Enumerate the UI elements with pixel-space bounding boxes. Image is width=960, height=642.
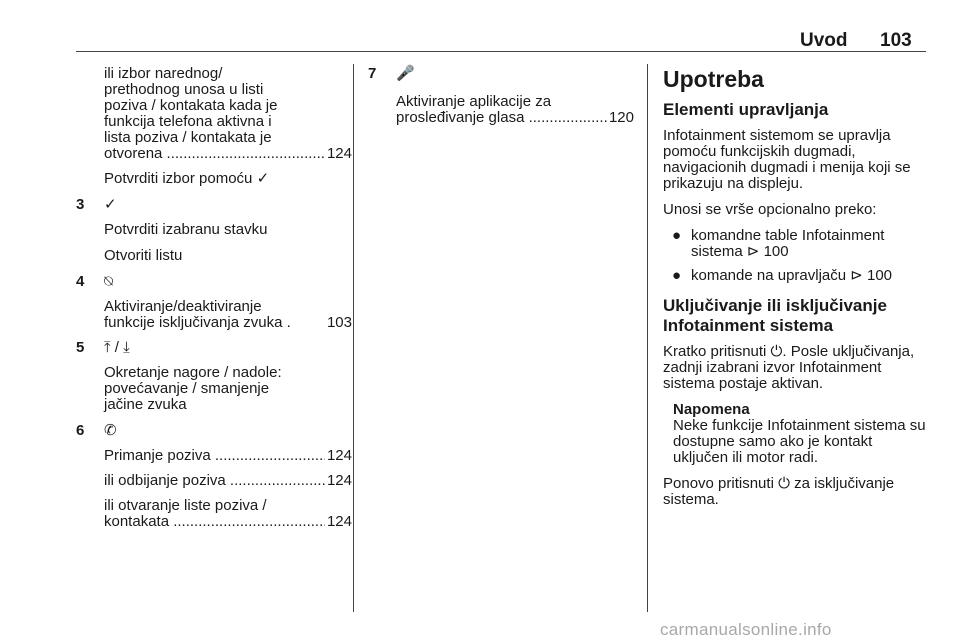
section-title: Uvod (800, 30, 848, 51)
column-2: 7 🎤 Aktiviranje aplikacije za prosleđivanje glasa ..... 120 (368, 66, 634, 135)
volume-up-down-icon: ⤒ / ⤓ (104, 339, 130, 356)
page-ref: 103 (326, 314, 352, 331)
item-6: 6 ✆ (76, 422, 117, 439)
column-divider-2 (647, 64, 648, 612)
page-ref: 120 (608, 109, 634, 126)
column-divider-1 (353, 64, 354, 612)
item-7: 7 🎤 (368, 65, 415, 82)
heading-upotreba: Upotreba (663, 66, 764, 92)
heading-ukljucivanje: Uključivanje ili isključivanje Infotainment sistema (663, 296, 887, 335)
list-item: ● komandne table Infotainment sistema ⊳ 100 (672, 227, 885, 260)
confirm-selection-text: Potvrditi izbor pomoću ✓ (104, 170, 270, 187)
item-5: 5 ⤒ / ⤓ (76, 339, 130, 356)
paragraph: Unosi se vrše opcionalno preko: (663, 201, 877, 218)
toc-row: kontakata ..... 124 (104, 514, 352, 530)
watermark: carmanualsonline.info (660, 620, 832, 639)
toc-row: ili odbijanje poziva ..... 124 (104, 473, 352, 489)
toc-row: otvorena ..... 124 (104, 146, 352, 162)
page-number: 103 (880, 30, 912, 51)
phone-icon: ✆ (104, 422, 117, 439)
checkmark-icon: ✓ (104, 196, 117, 213)
item-4: 4 ⍉ (76, 273, 114, 290)
page-ref: 124 (326, 513, 352, 530)
note-box (673, 402, 928, 466)
paragraph: Infotainment sistemom se upravlja pomoću funkcijskih dugmadi, navigacionih dugmadi i menija koji se prikazuju na displeju. (663, 127, 911, 192)
mute-icon: ⍉ (104, 273, 114, 290)
toc-row: Primanje poziva ..... 124 (104, 448, 352, 464)
header-rule (76, 51, 926, 52)
intro-text: ili izbor narednog/ prethodnog unosa u listi poziva / kontakata kada je funkcija telefona aktivna i lista poziva / kontakata je (104, 65, 278, 146)
column-1: ili izbor narednog/ prethodnog unosa u listi poziva / kontakata kada je funkcija telefona aktivna i lista poziva / kontakata je otvorena ..... 124 Potvrditi izbor pomoću ✓ 3 ✓ Potvrditi izabranu stavku Otvoriti listu 4 ⍉ Aktiviranje/deaktiviranje funkcije isključivanja zvuka . 103 5 ⤒ / ⤓ Okretanje nagore / nadole: povećavanje / smanjenje jačine zvuka 6 ✆ Primanje poziva ..... 124 ili odbijanje poziva ..... 124 ili otvaranje liste poziva / kontakata ..... 124 (76, 66, 352, 539)
column-3 (663, 66, 928, 518)
toc-row: funkcije isključivanja zvuka . 103 (104, 314, 352, 331)
voice-icon: 🎤 (396, 65, 415, 82)
item-3: 3 ✓ (76, 196, 117, 213)
list-item: ● komande na upravljaču ⊳ 100 (672, 267, 893, 284)
toc-row: prosleđivanje glasa ..... 120 (396, 110, 634, 126)
heading-elementi: Elementi upravljanja (663, 100, 829, 119)
paragraph: Ponovo pritisnuti ⏻ za isključivanje sistema. (663, 475, 895, 508)
page-ref: 124 (326, 472, 352, 489)
page-ref: 124 (326, 447, 352, 464)
page-ref: 124 (326, 145, 352, 162)
note-title: Napomena (673, 401, 750, 418)
bullet-icon: ● (672, 267, 682, 284)
paragraph: Kratko pritisnuti ⏻. Posle uključivanja, zadnji izabrani izvor Infotainment sistema postaje aktivan. (663, 343, 915, 392)
note-text: Neke funkcije Infotainment sistema su dostupne samo ako je kontakt uključen ili motor radi. (673, 417, 926, 466)
bullet-icon: ● (672, 227, 682, 244)
